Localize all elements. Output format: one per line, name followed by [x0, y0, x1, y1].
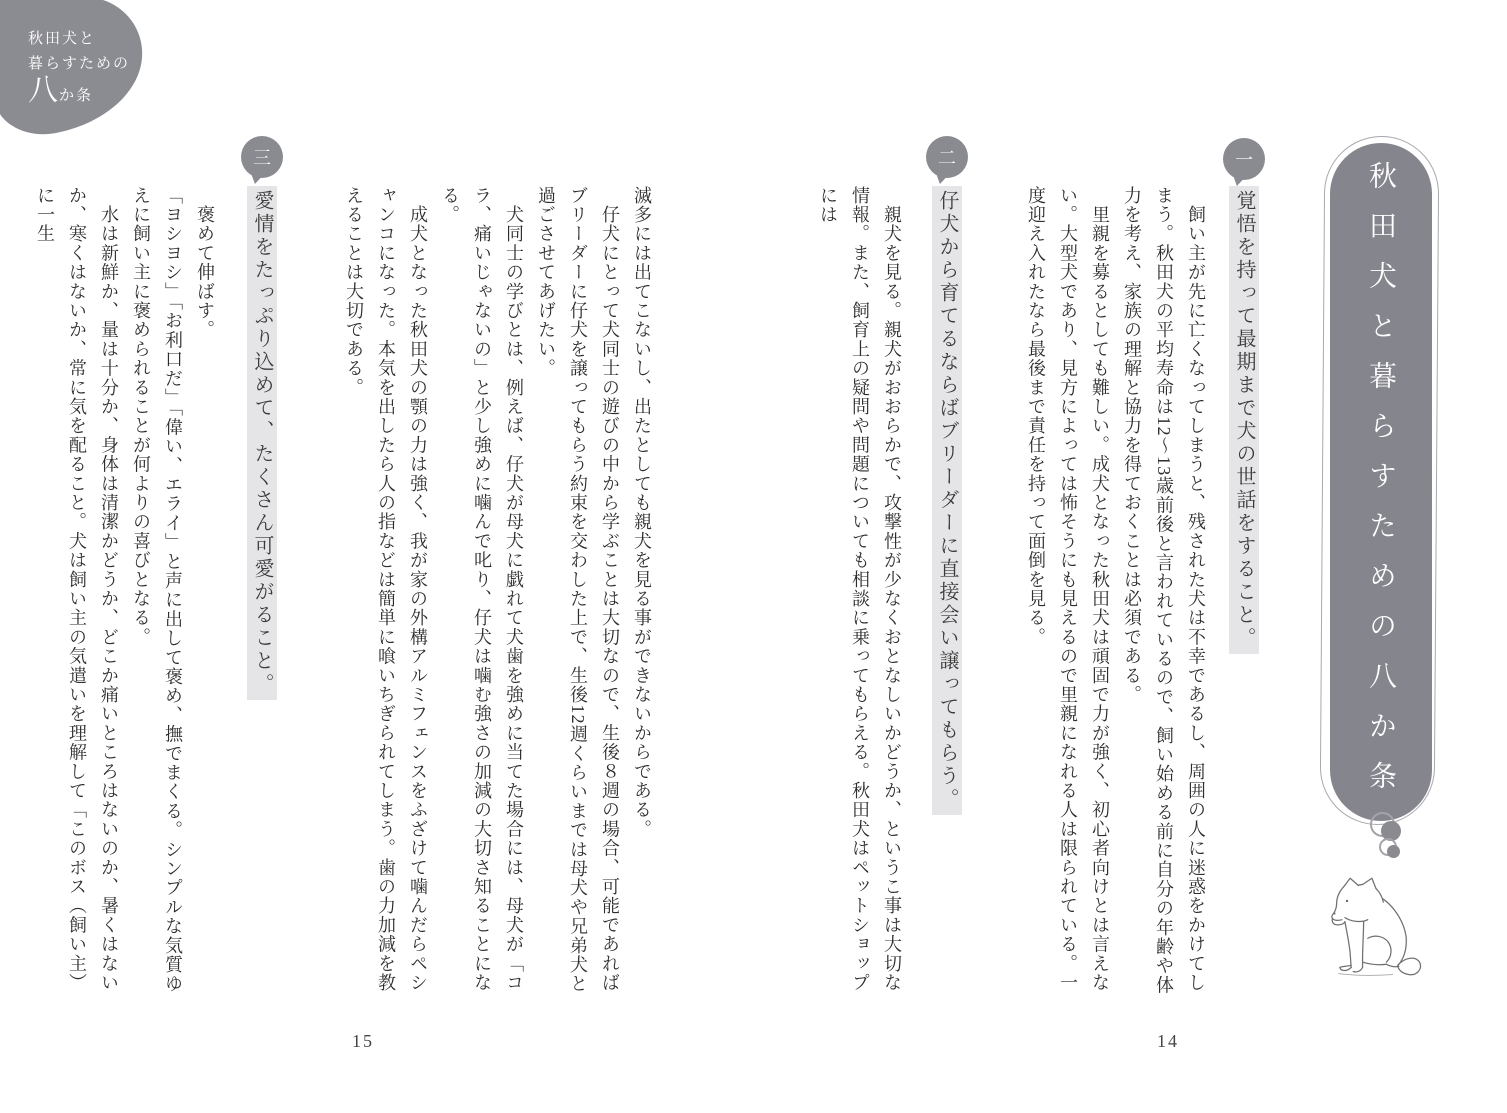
page-number-14: 14: [1157, 1031, 1179, 1051]
paragraph: 水は新鮮か、量は十分か、身体は清潔かどうか、どこか痛いところはないのか、暑くはないか、寒くはないか、常に気を配ること。犬は飼い主の気遣いを理解して「このボス（飼い主）に一生: [35, 186, 119, 993]
section-one-heading: 覚悟を持って最期まで犬の世話をすること。: [1229, 186, 1259, 654]
section-one-body: [1020, 186, 1212, 1006]
paragraph: 褒めて伸ばす。: [195, 186, 215, 340]
paragraph: 「ヨシヨシ」「お利口だ」「偉い、エライ」と声に出して褒め、撫でまくる。シンプルな気質ゆえに飼い主に褒められることが何よりの喜びとなる。: [131, 186, 183, 994]
corner-badge: [28, 26, 130, 108]
section-one-number: 一: [1235, 150, 1253, 170]
section-two-body-continued: [338, 186, 658, 1006]
bubble-decoration-icon: [1387, 845, 1400, 858]
corner-badge-line1: 秋田犬と: [28, 30, 97, 47]
paragraph: 成犬となった秋田犬の顎の力は強く、我が家の外構アルミフェンスをふざけて噛んだらペシャンコになった。本気を出したら人の指などは簡単に喰いちぎられてしまう。歯の力加減を教えることは大切である。: [344, 186, 428, 993]
paragraph: 犬同士の学びとは、例えば、仔犬が母犬に戯れて犬歯を強めに当てた場合には、母犬が「コラ、痛いじゃないの」と少し強めに噛んで叱り、仔犬は噛む強さの加減の大切さ知ることになる。: [440, 186, 524, 993]
section-three-heading: 愛情をたっぷり込めて、たくさん可愛がること。: [247, 186, 277, 700]
section-two-body: [812, 186, 908, 1006]
corner-badge-line2: 暮らすための: [28, 55, 131, 72]
paragraph: 親犬を見る。親犬がおおらかで、攻撃性が少なくおとなしいかどうか、というこ事は大切な情報。また、飼育上の疑問や問題についても相談に乗ってもらえる。秋田犬はペットショップには: [818, 186, 902, 993]
section-three-body: [29, 186, 221, 1006]
section-two-number: 二: [938, 148, 956, 168]
section-one-marker: [1223, 138, 1265, 180]
corner-badge-line3: 八か条: [28, 74, 94, 107]
akita-dog-illustration-icon: [1318, 876, 1432, 980]
section-two-heading: 仔犬から育てるならばブリーダーに直接会い譲ってもらう。: [932, 186, 962, 815]
paragraph: 里親を募るとしても難しい。成犬となった秋田犬は頑固で力が強く、初心者向けとは言えない。大型犬であり、見方によっては怖そうにも見えるので里親になれる人は限られている。一度迎え入れたなら最後まで責任を持って面倒を見る。: [1026, 186, 1110, 993]
page-number-15: 15: [352, 1031, 374, 1051]
section-three-number: 三: [253, 148, 271, 168]
chapter-title: 秋田犬と暮らすための八か条: [1366, 161, 1397, 811]
chapter-title-pill: [1330, 143, 1432, 821]
paragraph: 飼い主が先に亡くなってしまうと、残された犬は不幸であるし、周囲の人に迷惑をかけてしまう。秋田犬の平均寿命は12〜13歳前後と言われているので、飼い始める前に自分の年齢や体力を考え、家族の理解と協力を得ておくことは必須である。: [1122, 186, 1206, 995]
paragraph: 仔犬にとって犬同士の遊びの中から学ぶことは大切なので、生後８週の場合、可能であればブリーダーに仔犬を譲ってもらう約束を交わした上で、生後12週くらいまでは母犬や兄弟犬と過ごさせてあげたい。: [536, 186, 620, 994]
section-two-marker: [926, 136, 968, 178]
paragraph: 滅多には出てこないし、出たとしても親犬を見る事ができないからである。: [632, 186, 652, 839]
section-three-marker: [241, 136, 283, 178]
